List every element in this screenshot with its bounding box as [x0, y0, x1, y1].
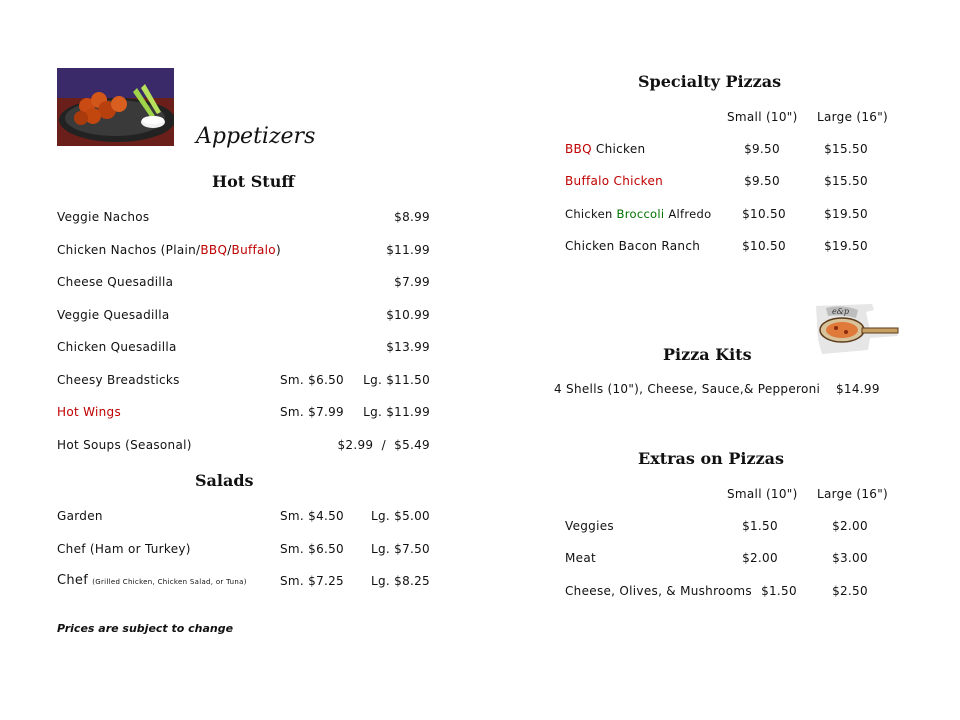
menu-item-name: Chicken Bacon Ranch: [565, 239, 701, 253]
menu-item-large-price: $19.50: [824, 207, 868, 221]
col-large-header: Large (16"): [817, 110, 889, 124]
page-title: Appetizers: [196, 124, 316, 149]
menu-item-large-price: Lg. $8.25: [371, 574, 430, 588]
hot-stuff-heading: Hot Stuff: [212, 172, 295, 191]
menu-item-large-price: $2.50: [832, 584, 868, 598]
menu-item-name-part: Chicken: [565, 207, 617, 221]
menu-item-small-price: Sm. $4.50: [280, 509, 344, 523]
menu-item-large-price: $15.50: [824, 174, 868, 188]
menu-item-large-price: $3.00: [832, 551, 868, 565]
menu-item-small-price: Sm. $6.50: [280, 373, 344, 387]
menu-item-small-price: Sm. $7.25: [280, 574, 344, 588]
menu-item-name: Veggie Nachos: [57, 210, 150, 224]
pizza-oven-icon: [812, 300, 900, 358]
pizza-kit-price: $14.99: [836, 382, 880, 396]
menu-item-name: [57, 243, 281, 257]
svg-text:e&p: e&p: [832, 307, 849, 316]
menu-item-price: $8.99: [394, 210, 430, 224]
menu-item-name-part: ): [275, 243, 281, 257]
menu-item-large-price: Lg. $11.50: [363, 373, 430, 387]
pizza-kits-heading: Pizza Kits: [663, 345, 752, 364]
menu-item-large-price: $2.00: [832, 519, 868, 533]
price-disclaimer: Prices are subject to change: [57, 622, 234, 635]
menu-item-name: [565, 142, 645, 156]
menu-item-name: Hot Wings: [57, 405, 121, 419]
menu-item-price: $11.99: [386, 243, 430, 257]
menu-item-name: Hot Soups (Seasonal): [57, 438, 192, 452]
menu-item-name: Cheesy Breadsticks: [57, 373, 180, 387]
menu-item-name: [565, 207, 711, 221]
menu-item-small-price: $9.50: [744, 142, 780, 156]
menu-item-price: $13.99: [386, 340, 430, 354]
menu-item-detail: (Grilled Chicken, Chicken Salad, or Tuna): [92, 578, 247, 586]
menu-item-small-price: $10.50: [742, 207, 786, 221]
menu-item-name-part: Alfredo: [664, 207, 712, 221]
specialty-pizzas-heading: Specialty Pizzas: [638, 72, 782, 91]
menu-item-name: Garden: [57, 509, 103, 523]
bbq-highlight: BBQ: [200, 243, 228, 257]
menu-item-name: Cheese Quesadilla: [57, 275, 174, 289]
menu-item-name: Veggie Quesadilla: [57, 308, 170, 322]
menu-item-small-price: Sm. $7.99: [280, 405, 344, 419]
buffalo-highlight: Buffalo: [231, 243, 276, 257]
col-small-header: Small (10"): [727, 110, 798, 124]
menu-item-name-part: /: [227, 243, 232, 257]
menu-item-small-price: $2.00: [742, 551, 778, 565]
menu-item-name: Chicken Quesadilla: [57, 340, 177, 354]
menu-item-name: Meat: [565, 551, 596, 565]
menu-item-price: $10.99: [386, 308, 430, 322]
extras-heading: Extras on Pizzas: [638, 449, 785, 468]
col-large-header: Large (16"): [817, 487, 889, 501]
menu-item-large-price: Lg. $11.99: [363, 405, 430, 419]
pizza-kit-desc: 4 Shells (10"), Cheese, Sauce,& Pepperoni: [554, 382, 821, 396]
menu-item-name-part: Chef: [57, 573, 89, 588]
menu-item-name-part: Chicken: [591, 142, 646, 156]
menu-item-name: [57, 573, 247, 588]
broccoli-highlight: Broccoli: [616, 207, 665, 221]
menu-item-price: $2.99 / $5.49: [337, 438, 430, 452]
menu-item-price: $7.99: [394, 275, 430, 289]
menu-item-name-part: Chicken Nachos (Plain/: [57, 243, 201, 257]
menu-item-name: Veggies: [565, 519, 614, 533]
menu-item-name: Chef (Ham or Turkey): [57, 542, 191, 556]
col-small-header: Small (10"): [727, 487, 798, 501]
menu-item-small-price: $1.50: [761, 584, 797, 598]
menu-item-large-price: $15.50: [824, 142, 868, 156]
menu-item-large-price: Lg. $5.00: [371, 509, 430, 523]
menu-item-small-price: Sm. $6.50: [280, 542, 344, 556]
bbq-highlight: BBQ: [565, 142, 592, 156]
menu-item-small-price: $9.50: [744, 174, 780, 188]
menu-item-small-price: $10.50: [742, 239, 786, 253]
hot-wings-image: [57, 68, 174, 146]
menu-item-large-price: Lg. $7.50: [371, 542, 430, 556]
menu-item-name: Buffalo Chicken: [565, 174, 664, 188]
menu-item-name: Cheese, Olives, & Mushrooms: [565, 584, 752, 598]
menu-item-large-price: $19.50: [824, 239, 868, 253]
salads-heading: Salads: [195, 471, 254, 490]
menu-item-small-price: $1.50: [742, 519, 778, 533]
